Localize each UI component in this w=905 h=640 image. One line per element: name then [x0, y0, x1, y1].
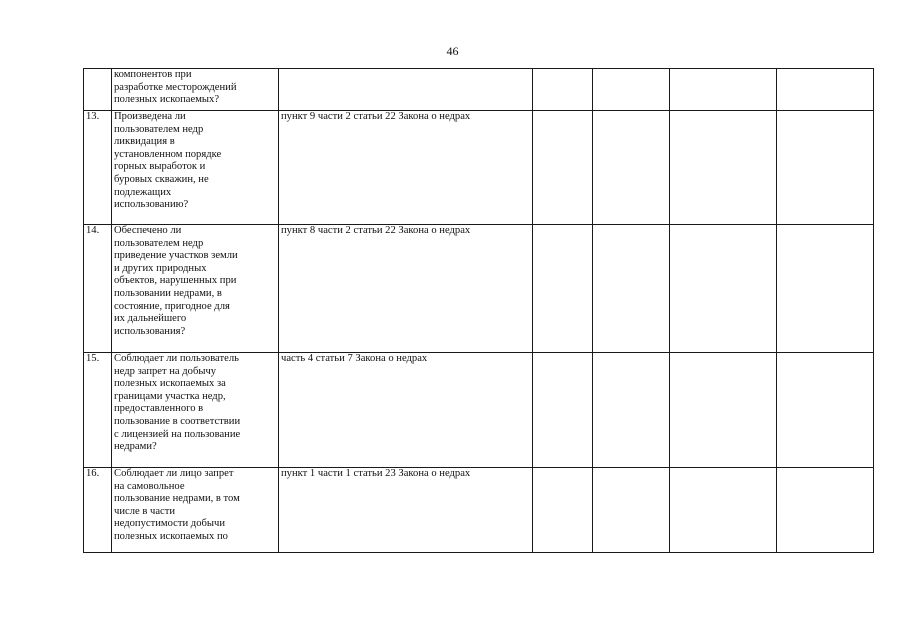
checklist-table: [83, 68, 874, 553]
empty-cell: [777, 69, 874, 111]
empty-cell: [670, 69, 777, 111]
table-row: [84, 111, 874, 225]
question-line: объектов, нарушенных при: [114, 275, 237, 287]
question-line: полезных ископаемых?: [114, 94, 220, 106]
question-line: пользователем недр: [114, 123, 204, 135]
question-cell: [112, 69, 279, 111]
question-cell: [112, 468, 279, 553]
table-row: [84, 353, 874, 468]
question-line: их дальнейшего: [114, 313, 187, 325]
empty-cell: [777, 111, 874, 225]
question-cell: [112, 111, 279, 225]
empty-cell: [670, 353, 777, 468]
empty-cell: [593, 225, 670, 353]
empty-cell: [593, 468, 670, 553]
question-line: пользование недрами, в том: [114, 493, 240, 505]
question-line: использованию?: [114, 199, 189, 211]
question-line: буровых скважин, не: [114, 173, 209, 185]
question-line: установленном порядке: [114, 148, 222, 160]
question-cell: [112, 353, 279, 468]
reference-cell: пункт 8 части 2 статьи 22 Закона о недрах: [279, 225, 533, 353]
empty-cell: [593, 69, 670, 111]
empty-cell: [670, 225, 777, 353]
empty-cell: [593, 111, 670, 225]
question-line: полезных ископаемых за: [114, 378, 226, 390]
question-line: состояние, пригодное для: [114, 300, 230, 312]
question-line: использования?: [114, 325, 186, 337]
question-cell: [112, 225, 279, 353]
question-line: Обеспечено ли: [114, 225, 182, 236]
question-line: пользователем недр: [114, 237, 204, 249]
question-line: приведение участков земли: [114, 250, 238, 262]
empty-cell: [533, 225, 593, 353]
question-line: компонентов при: [114, 69, 192, 80]
question-line: и других природных: [114, 262, 207, 274]
question-line: Соблюдает ли лицо запрет: [114, 468, 234, 479]
question-line: недр запрет на добычу: [114, 365, 217, 377]
question-line: полезных ископаемых по: [114, 530, 228, 542]
page-number: 46: [446, 44, 459, 58]
table-row: [84, 468, 874, 553]
reference-cell: пункт 1 части 1 статьи 23 Закона о недрах: [279, 468, 533, 553]
table-row: [84, 69, 874, 111]
empty-cell: [533, 111, 593, 225]
table-row: [84, 225, 874, 353]
row-number: 14.: [84, 225, 112, 353]
empty-cell: [593, 353, 670, 468]
question-line: с лицензией на пользование: [114, 428, 241, 440]
question-line: недопустимости добычи: [114, 518, 225, 530]
question-line: подлежащих: [114, 186, 172, 198]
row-number: [84, 69, 112, 111]
empty-cell: [670, 468, 777, 553]
empty-cell: [533, 353, 593, 468]
question-line: Соблюдает ли пользователь: [114, 353, 239, 364]
question-line: числе в части: [114, 505, 176, 517]
question-line: пользовании недрами, в: [114, 287, 222, 299]
question-line: пользование в соответствии: [114, 415, 241, 427]
question-line: ликвидация в: [114, 136, 175, 148]
reference-cell: [279, 69, 533, 111]
empty-cell: [777, 225, 874, 353]
empty-cell: [533, 468, 593, 553]
empty-cell: [777, 353, 874, 468]
row-number: 13.: [84, 111, 112, 225]
question-line: горных выработок и: [114, 161, 206, 173]
question-line: границами участка недр,: [114, 390, 226, 402]
question-line: на самовольное: [114, 480, 185, 492]
question-line: предоставленного в: [114, 403, 204, 415]
question-line: недрами?: [114, 441, 157, 453]
question-line: Произведена ли: [114, 111, 186, 122]
empty-cell: [670, 111, 777, 225]
row-number: 15.: [84, 353, 112, 468]
reference-cell: пункт 9 части 2 статьи 22 Закона о недрах: [279, 111, 533, 225]
empty-cell: [777, 468, 874, 553]
empty-cell: [533, 69, 593, 111]
reference-cell: часть 4 статьи 7 Закона о недрах: [279, 353, 533, 468]
question-line: разработке месторождений: [114, 81, 237, 93]
row-number: 16.: [84, 468, 112, 553]
